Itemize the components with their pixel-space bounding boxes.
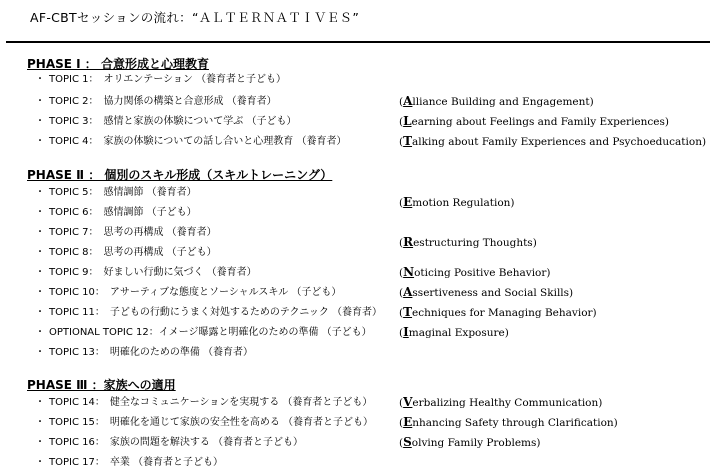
alt-letter: I (403, 325, 409, 339)
bullet: ・ (35, 307, 45, 318)
alt-letter: T (403, 134, 413, 148)
topic-label: TOPIC 16： 家族の問題を解決する （養育者と子ども） (49, 437, 304, 448)
alt-letter: A (403, 94, 413, 108)
topic-13 (35, 346, 253, 360)
topic-label: TOPIC 10： アサーティブな態度とソーシャルスキル （子ども） (49, 287, 342, 298)
alt-learning (399, 114, 669, 129)
bullet: ・ (35, 457, 45, 468)
bullet: ・ (35, 187, 45, 198)
bullet: ・ (35, 96, 45, 107)
alt-letter: L (403, 114, 412, 128)
bullet: ・ (35, 437, 45, 448)
bullet: ・ (35, 417, 45, 428)
topic-5 (35, 186, 197, 200)
alt-text: alking about Family Experiences and Psychoeducation) (412, 136, 707, 148)
alt-text: ssertiveness and Social Skills) (412, 287, 574, 299)
divider (6, 41, 710, 43)
alt-noticing (399, 265, 551, 280)
alt-text: estructuring Thoughts) (413, 237, 537, 249)
bullet: ・ (35, 327, 45, 338)
topic-12 (35, 326, 372, 340)
topic-label: TOPIC 5： 感情調節 （養育者） (49, 187, 197, 198)
page-title: AF-CBTセッションの流れ：“ＡＬＴＥＲＮＡＴＩＶＥＳ” (30, 10, 360, 25)
topic-label: TOPIC 8： 思考の再構成 （子ども） (49, 247, 217, 258)
topic-8 (35, 246, 217, 260)
alt-letter: S (403, 435, 412, 449)
topic-15 (35, 416, 373, 430)
topic-label: TOPIC 4： 家族の体験についての話し合いと心理教育 （養育者） (49, 136, 347, 147)
topic-16 (35, 436, 303, 450)
open-paren: ( (399, 437, 404, 449)
topic-3 (35, 115, 296, 129)
alt-talking (399, 134, 706, 149)
topic-14 (35, 396, 372, 410)
alt-text: lliance Building and Engagement) (412, 96, 594, 108)
bullet: ・ (35, 227, 45, 238)
topic-label: TOPIC 14： 健全なコミュニケーションを実現する （養育者と子ども） (49, 397, 373, 408)
open-paren: ( (399, 267, 404, 279)
bullet: ・ (35, 397, 45, 408)
alt-text: oticing Positive Behavior) (414, 267, 551, 279)
topic-label: TOPIC 3： 感情と家族の体験について学ぶ （子ども） (49, 116, 297, 127)
open-paren: ( (399, 307, 404, 319)
bullet: ・ (35, 347, 45, 358)
alt-assertiveness (399, 285, 573, 300)
alt-restructuring (399, 235, 537, 250)
open-paren: ( (399, 96, 404, 108)
topic-7 (35, 226, 217, 240)
topic-9 (35, 266, 257, 280)
open-paren: ( (399, 417, 404, 429)
topic-label: TOPIC 13： 明確化のための準備 （養育者） (49, 347, 254, 358)
open-paren: ( (399, 327, 404, 339)
topic-4 (35, 135, 346, 149)
open-paren: ( (399, 287, 404, 299)
open-paren: ( (399, 197, 404, 209)
topic-1 (35, 73, 286, 87)
open-paren: ( (399, 136, 404, 148)
open-paren: ( (399, 116, 404, 128)
topic-11 (35, 306, 382, 320)
bullet: ・ (35, 207, 45, 218)
alt-text: erbalizing Healthy Communication) (412, 397, 603, 409)
open-paren: ( (399, 397, 404, 409)
bullet: ・ (35, 116, 45, 127)
alt-text: olving Family Problems) (411, 437, 541, 449)
open-paren: ( (399, 237, 404, 249)
alt-solving (399, 435, 541, 450)
alt-letter: N (403, 265, 415, 279)
bullet: ・ (35, 247, 45, 258)
alt-text: maginal Exposure) (408, 327, 509, 339)
alt-emotion (399, 195, 515, 210)
alt-enhancing (399, 415, 618, 430)
bullet: ・ (35, 287, 45, 298)
alt-letter: E (403, 195, 413, 209)
topic-label: TOPIC 9： 好ましい行動に気づく （養育者） (49, 267, 257, 278)
phase-3-heading: PHASE Ⅲ ：家族への適用 (27, 378, 176, 392)
alt-letter: R (403, 235, 414, 249)
topic-label: TOPIC 1： オリエンテーション （養育者と子ども） (49, 74, 287, 85)
alt-letter: A (403, 285, 413, 299)
topic-6 (35, 206, 197, 220)
alt-letter: V (403, 395, 413, 409)
alt-text: nhancing Safety through Clarification) (412, 417, 618, 429)
topic-10 (35, 286, 341, 300)
alt-imaginal (399, 325, 509, 340)
topic-2 (35, 95, 277, 109)
bullet: ・ (35, 267, 45, 278)
topic-17 (35, 456, 223, 470)
topic-label: TOPIC 11： 子どもの行動にうまく対処するためのテクニック （養育者） (49, 307, 383, 318)
phase-1-heading: PHASE Ⅰ ： 合意形成と心理教育 (27, 57, 209, 71)
alt-text: echniques for Managing Behavior) (412, 307, 597, 319)
alt-letter: T (403, 305, 413, 319)
topic-label: OPTIONAL TOPIC 12：イメージ曝露と明確化のための準備 （子ども） (49, 327, 372, 338)
bullet: ・ (35, 136, 45, 147)
topic-label: TOPIC 7： 思考の再構成 （養育者） (49, 227, 217, 238)
topic-label: TOPIC 15： 明確化を通じて家族の安全性を高める （養育者と子ども） (49, 417, 374, 428)
alt-letter: E (403, 415, 413, 429)
phase-2-heading: PHASE Ⅱ ： 個別のスキル形成（スキルトレーニング） (27, 168, 333, 182)
topic-label: TOPIC 17： 卒業 （養育者と子ども） (49, 457, 224, 468)
alt-techniques (399, 305, 597, 320)
bullet: ・ (35, 74, 45, 85)
alt-text: earning about Feelings and Family Experiences) (411, 116, 669, 128)
alt-verbalizing (399, 395, 602, 410)
alt-text: motion Regulation) (412, 197, 515, 209)
alt-alliance (399, 94, 594, 109)
topic-label: TOPIC 2： 協力関係の構築と合意形成 （養育者） (49, 96, 277, 107)
topic-label: TOPIC 6： 感情調節 （子ども） (49, 207, 197, 218)
